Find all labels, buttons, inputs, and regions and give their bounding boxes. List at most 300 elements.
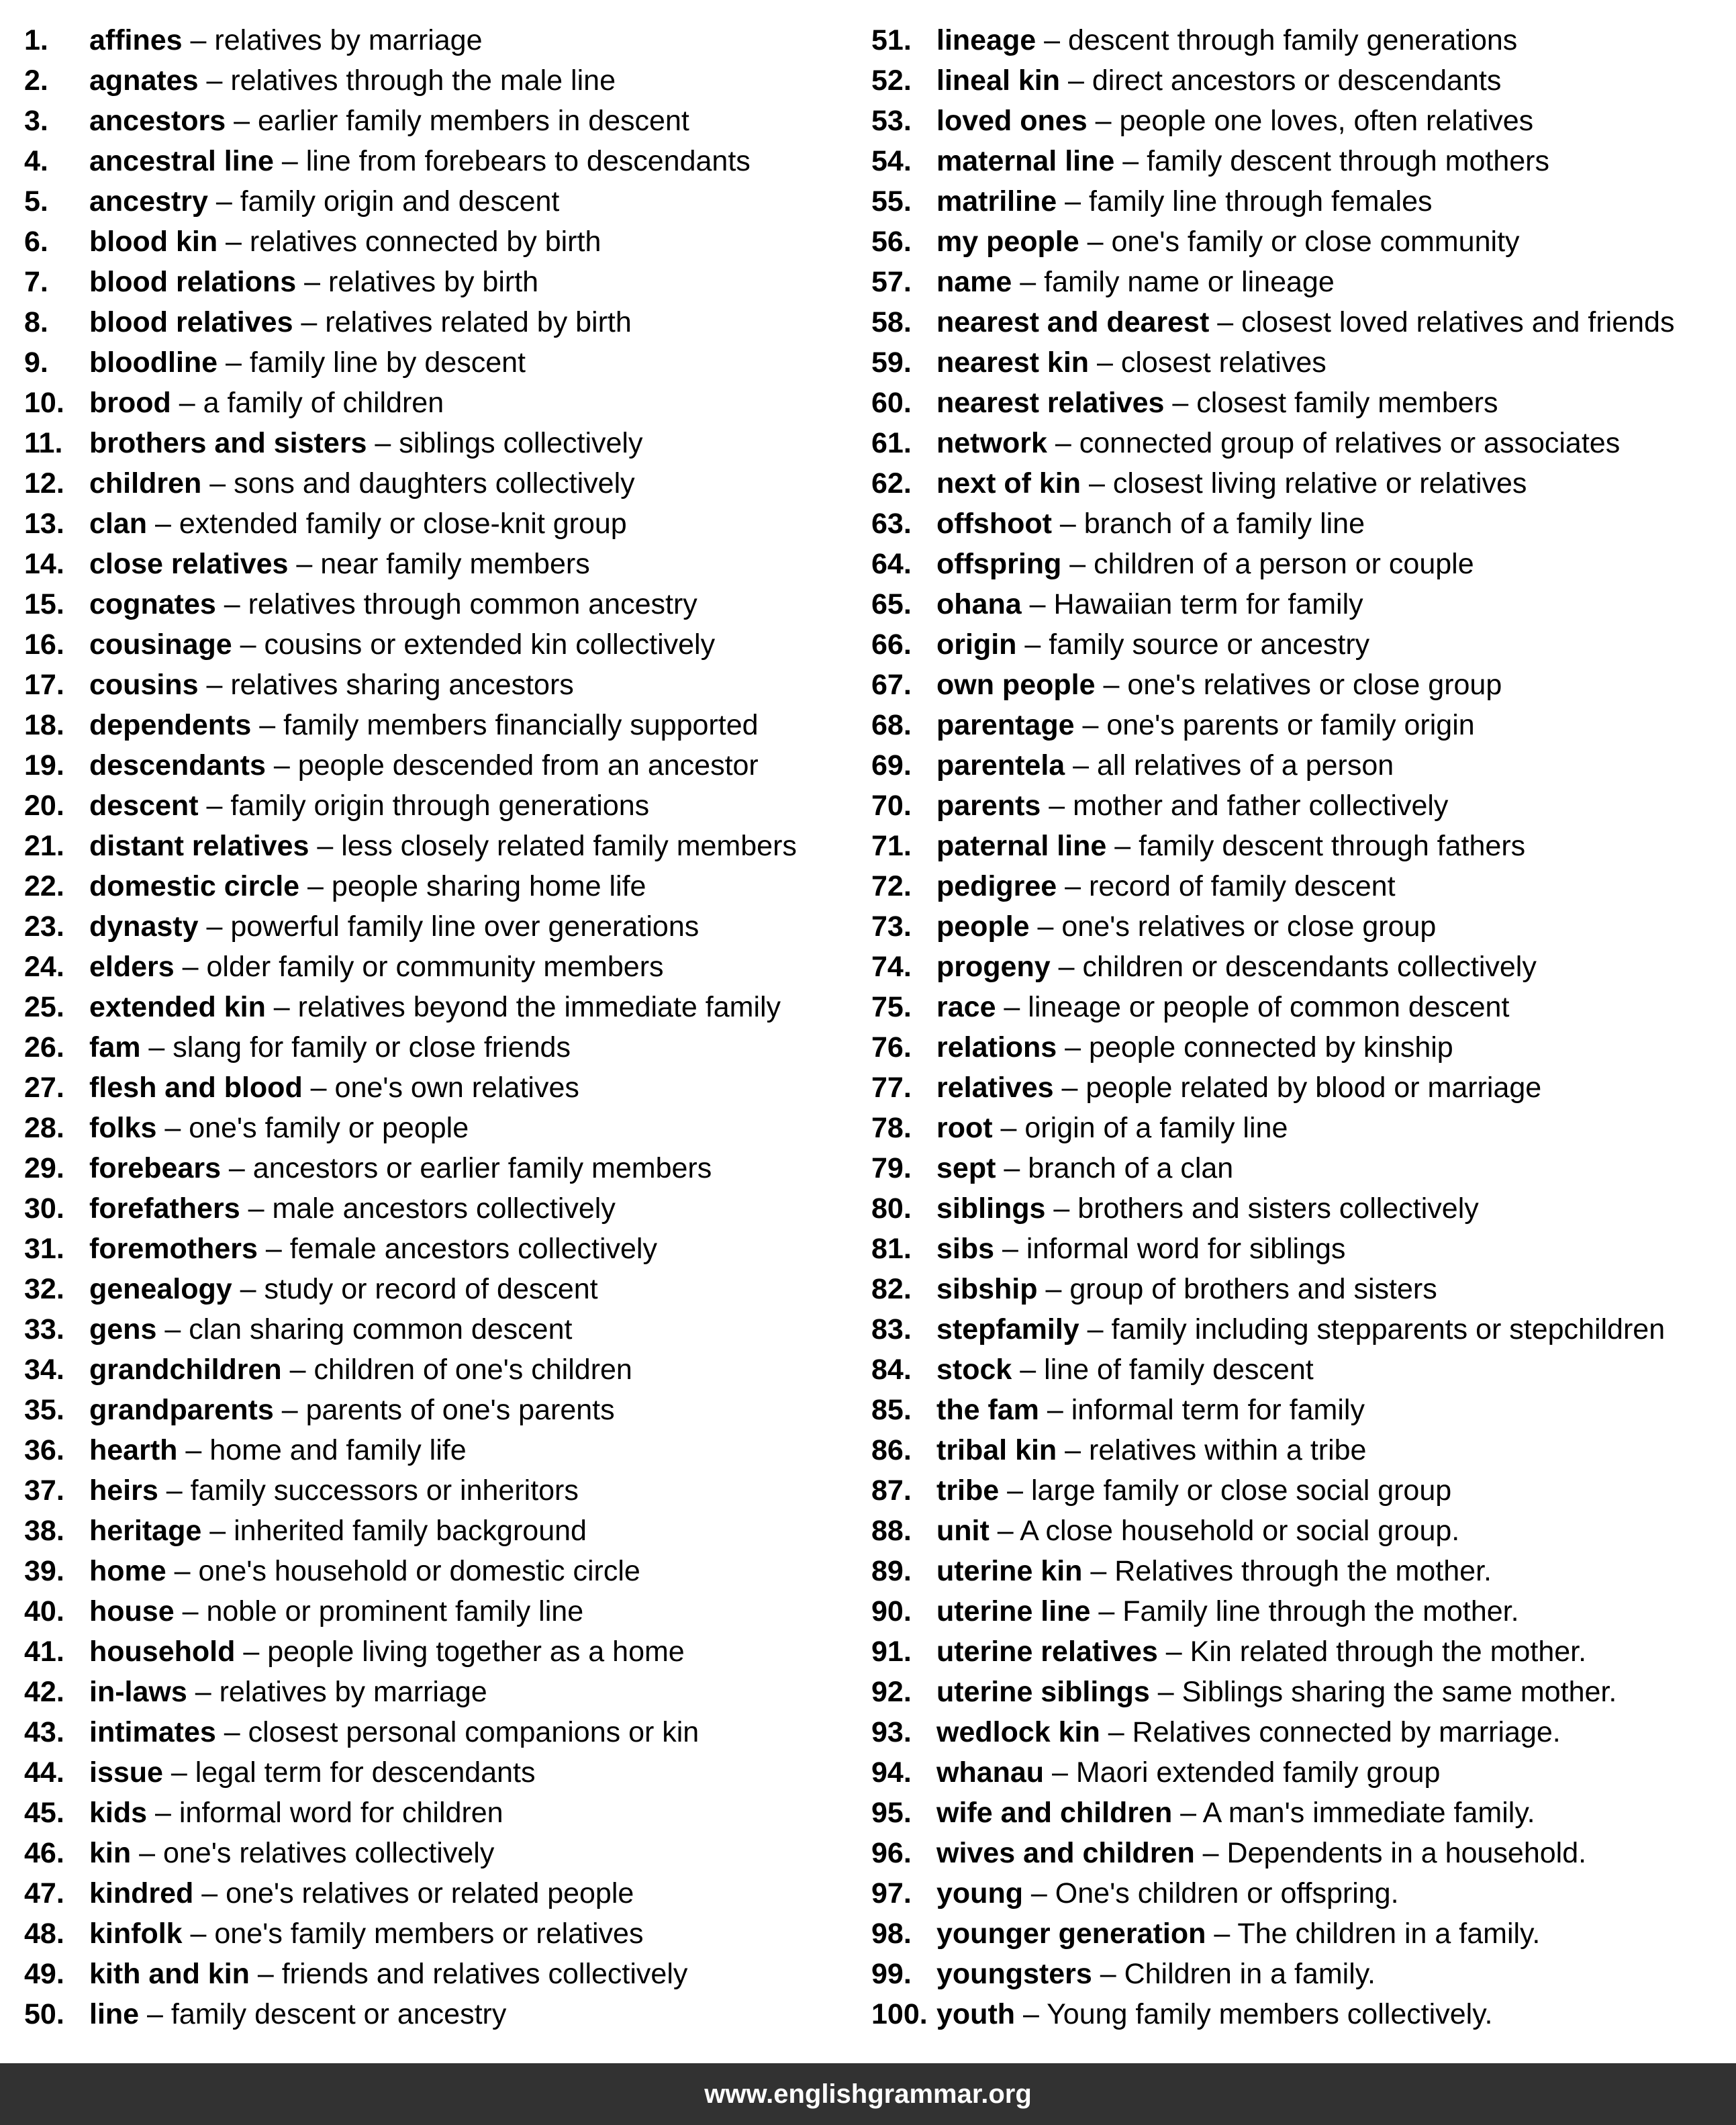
item-number: 69.	[871, 749, 912, 782]
item-separator: –	[296, 266, 328, 298]
item-definition: people connected by kinship	[1089, 1031, 1453, 1064]
item-number: 44.	[24, 1756, 64, 1789]
item-definition: children or descendants collectively	[1082, 951, 1537, 983]
item-term: hearth	[89, 1434, 178, 1466]
item-term: close relatives	[89, 548, 289, 580]
item-separator: –	[288, 548, 321, 580]
item-number: 73.	[871, 910, 912, 943]
item-number: 7.	[24, 266, 48, 298]
item-term: nearest and dearest	[936, 306, 1210, 338]
item-definition: closest relatives	[1120, 346, 1327, 379]
word-list-left-column	[24, 20, 857, 2034]
list-item	[24, 906, 857, 947]
item-definition: noble or prominent family line	[206, 1595, 584, 1627]
item-definition: Maori extended family group	[1075, 1756, 1441, 1789]
list-item	[871, 1229, 1724, 1269]
item-definition: one's own relatives	[334, 1072, 579, 1104]
item-number: 32.	[24, 1273, 64, 1305]
item-number: 62.	[871, 467, 912, 500]
item-separator: –	[182, 24, 215, 56]
item-separator: –	[1015, 1998, 1047, 2030]
item-separator: –	[171, 387, 203, 419]
item-definition: home and family life	[209, 1434, 467, 1466]
item-number: 41.	[24, 1636, 64, 1668]
list-item	[24, 947, 857, 987]
list-item	[24, 1229, 857, 1269]
list-item	[24, 20, 857, 60]
item-separator: –	[1051, 508, 1084, 540]
list-item	[871, 1954, 1724, 1994]
list-item	[871, 1833, 1724, 1873]
item-separator: –	[1172, 1797, 1203, 1829]
list-item	[871, 624, 1724, 665]
item-number: 64.	[871, 548, 912, 580]
item-term: stock	[936, 1354, 1012, 1386]
item-definition: inherited family background	[234, 1515, 587, 1547]
item-number: 99.	[871, 1958, 912, 1990]
item-number: 92.	[871, 1676, 912, 1708]
item-definition: relatives connected by birth	[249, 226, 601, 258]
item-term: dynasty	[89, 910, 199, 943]
list-item	[871, 262, 1724, 302]
item-separator: –	[1047, 427, 1079, 459]
item-number: 11.	[24, 427, 63, 459]
item-term: affines	[89, 24, 183, 56]
item-separator: –	[1012, 266, 1045, 298]
item-number: 38.	[24, 1515, 64, 1547]
list-item	[871, 1914, 1724, 1954]
item-number: 42.	[24, 1676, 64, 1708]
list-item	[871, 745, 1724, 786]
item-term: young	[936, 1877, 1023, 1909]
item-number: 97.	[871, 1877, 912, 1909]
list-item	[871, 947, 1724, 987]
item-definition: informal word for siblings	[1026, 1233, 1346, 1265]
item-separator: –	[198, 790, 231, 822]
item-number: 55.	[871, 185, 912, 218]
item-definition: one's relatives or related people	[226, 1877, 634, 1909]
item-term: name	[936, 266, 1012, 298]
list-item	[24, 1672, 857, 1712]
item-definition: Hawaiian term for family	[1053, 588, 1363, 620]
item-definition: One's children or offspring.	[1055, 1877, 1399, 1909]
item-definition: friends and relatives collectively	[281, 1958, 688, 1990]
list-item	[871, 423, 1724, 463]
item-definition: line of family descent	[1044, 1354, 1314, 1386]
list-item	[871, 1350, 1724, 1390]
list-item	[871, 906, 1724, 947]
item-term: home	[89, 1555, 166, 1587]
list-item	[24, 302, 857, 342]
list-item	[24, 705, 857, 745]
item-definition: group of brothers and sisters	[1069, 1273, 1437, 1305]
item-number: 39.	[24, 1555, 64, 1587]
item-definition: A close household or social group.	[1020, 1515, 1460, 1547]
list-item	[871, 1068, 1724, 1108]
item-number: 23.	[24, 910, 64, 943]
item-number: 68.	[871, 709, 912, 741]
item-term: root	[936, 1112, 993, 1144]
item-definition: ancestors or earlier family members	[252, 1152, 712, 1184]
item-separator: –	[251, 709, 284, 741]
item-definition: less closely related family members	[341, 830, 797, 862]
item-number: 27.	[24, 1072, 64, 1104]
list-item	[24, 1873, 857, 1914]
item-definition: Relatives connected by marriage.	[1132, 1716, 1561, 1748]
list-item	[24, 584, 857, 624]
item-term: relatives	[936, 1072, 1054, 1104]
item-term: relations	[936, 1031, 1057, 1064]
item-term: heirs	[89, 1474, 158, 1507]
list-item	[24, 1390, 857, 1430]
item-number: 87.	[871, 1474, 912, 1507]
item-term: network	[936, 427, 1047, 459]
item-number: 51.	[871, 24, 912, 56]
item-number: 90.	[871, 1595, 912, 1627]
list-item	[871, 1390, 1724, 1430]
item-term: flesh and blood	[89, 1072, 303, 1104]
list-item	[24, 342, 857, 383]
list-item	[24, 1793, 857, 1833]
item-term: household	[89, 1636, 236, 1668]
item-definition: male ancestors collectively	[272, 1192, 616, 1225]
item-number: 1.	[24, 24, 48, 56]
item-definition: all relatives of a person	[1097, 749, 1394, 782]
item-term: pedigree	[936, 870, 1057, 902]
item-term: gens	[89, 1313, 157, 1345]
item-separator: –	[367, 427, 399, 459]
item-separator: –	[265, 991, 298, 1023]
item-term: folks	[89, 1112, 157, 1144]
item-term: kinfolk	[89, 1918, 183, 1950]
item-definition: family line by descent	[249, 346, 526, 379]
item-term: loved ones	[936, 105, 1088, 137]
list-item	[24, 423, 857, 463]
item-number: 28.	[24, 1112, 64, 1144]
item-term: lineal kin	[936, 64, 1061, 97]
item-term: clan	[89, 508, 148, 540]
list-item	[24, 1309, 857, 1350]
item-separator: –	[302, 1072, 335, 1104]
item-term: agnates	[89, 64, 199, 97]
list-item	[871, 786, 1724, 826]
item-definition: relatives related by birth	[325, 306, 632, 338]
item-term: distant relatives	[89, 830, 309, 862]
item-term: brothers and sisters	[89, 427, 367, 459]
item-definition: one's relatives or close group	[1061, 910, 1437, 943]
item-definition: a family of children	[203, 387, 444, 419]
item-definition: relatives sharing ancestors	[230, 669, 574, 701]
item-number: 100.	[871, 1998, 928, 2030]
item-number: 70.	[871, 790, 912, 822]
item-definition: The children in a family.	[1237, 1918, 1541, 1950]
item-separator: –	[131, 1837, 163, 1869]
item-definition: Dependents in a household.	[1226, 1837, 1587, 1869]
word-list-right-column	[871, 20, 1724, 2034]
item-separator: –	[1021, 588, 1054, 620]
list-item	[24, 624, 857, 665]
item-number: 91.	[871, 1636, 912, 1668]
item-number: 47.	[24, 1877, 64, 1909]
item-number: 15.	[24, 588, 64, 620]
item-term: uterine line	[936, 1595, 1091, 1627]
item-separator: –	[265, 749, 298, 782]
item-separator: –	[994, 1233, 1026, 1265]
item-definition: brothers and sisters collectively	[1077, 1192, 1479, 1225]
item-term: tribe	[936, 1474, 1000, 1507]
item-separator: –	[257, 1233, 290, 1265]
item-number: 30.	[24, 1192, 64, 1225]
item-number: 83.	[871, 1313, 912, 1345]
list-item	[24, 1591, 857, 1632]
list-item	[871, 866, 1724, 906]
item-definition: people related by blood or marriage	[1086, 1072, 1542, 1104]
item-number: 24.	[24, 951, 64, 983]
list-item	[871, 1309, 1724, 1350]
item-separator: –	[1164, 387, 1197, 419]
item-definition: relatives through common ancestry	[248, 588, 697, 620]
list-item	[871, 1591, 1724, 1632]
item-term: uterine siblings	[936, 1676, 1150, 1708]
item-term: younger generation	[936, 1918, 1206, 1950]
item-definition: family line through females	[1089, 185, 1433, 218]
list-item	[24, 1350, 857, 1390]
item-term: youth	[936, 1998, 1016, 2030]
item-separator: –	[198, 64, 231, 97]
list-item	[24, 1833, 857, 1873]
item-number: 74.	[871, 951, 912, 983]
item-definition: family origin through generations	[230, 790, 650, 822]
item-term: tribal kin	[936, 1434, 1057, 1466]
item-number: 78.	[871, 1112, 912, 1144]
item-separator: –	[193, 1877, 226, 1909]
list-item	[871, 141, 1724, 181]
item-number: 16.	[24, 628, 64, 661]
item-separator: –	[174, 951, 207, 983]
list-item	[24, 504, 857, 544]
item-separator: –	[232, 628, 264, 661]
item-definition: one's household or domestic circle	[198, 1555, 640, 1587]
item-definition: one's family or people	[189, 1112, 469, 1144]
item-separator: –	[1114, 145, 1147, 177]
item-definition: parents of one's parents	[305, 1394, 615, 1426]
list-item	[24, 1269, 857, 1309]
item-number: 3.	[24, 105, 48, 137]
item-number: 20.	[24, 790, 64, 822]
item-definition: cousins or extended kin collectively	[264, 628, 716, 661]
item-definition: family name or lineage	[1044, 266, 1335, 298]
item-number: 33.	[24, 1313, 64, 1345]
item-definition: slang for family or close friends	[173, 1031, 571, 1064]
item-definition: record of family descent	[1089, 870, 1396, 902]
list-item	[871, 544, 1724, 584]
list-item	[24, 745, 857, 786]
list-item	[871, 1188, 1724, 1229]
item-separator: –	[996, 991, 1028, 1023]
item-separator: –	[139, 1998, 171, 2030]
list-item	[871, 1269, 1724, 1309]
item-number: 29.	[24, 1152, 64, 1184]
item-term: forefathers	[89, 1192, 240, 1225]
item-definition: sons and daughters collectively	[234, 467, 635, 500]
item-number: 9.	[24, 346, 48, 379]
item-number: 19.	[24, 749, 64, 782]
list-item	[24, 1188, 857, 1229]
list-item	[871, 1873, 1724, 1914]
item-definition: family descent or ancestry	[171, 1998, 507, 2030]
item-number: 79.	[871, 1152, 912, 1184]
list-item	[871, 1632, 1724, 1672]
item-separator: –	[201, 1515, 234, 1547]
item-definition: relatives through the male line	[230, 64, 616, 97]
item-separator: –	[1194, 1837, 1227, 1869]
item-separator: –	[1079, 1313, 1112, 1345]
item-separator: –	[201, 467, 234, 500]
item-definition: siblings collectively	[399, 427, 643, 459]
item-number: 65.	[871, 588, 912, 620]
list-item	[24, 1148, 857, 1188]
item-number: 81.	[871, 1233, 912, 1265]
item-term: in-laws	[89, 1676, 187, 1708]
item-definition: line from forebears to descendants	[305, 145, 751, 177]
item-term: whanau	[936, 1756, 1045, 1789]
item-separator: –	[1057, 1434, 1090, 1466]
item-number: 98.	[871, 1918, 912, 1950]
item-separator: –	[1036, 24, 1068, 56]
list-item	[24, 1994, 857, 2034]
item-definition: one's parents or family origin	[1106, 709, 1475, 741]
list-item	[871, 1148, 1724, 1188]
item-separator: –	[235, 1636, 268, 1668]
item-definition: family descent through mothers	[1147, 145, 1549, 177]
item-separator: –	[198, 669, 231, 701]
item-separator: –	[158, 1474, 191, 1507]
list-item	[871, 1470, 1724, 1511]
item-separator: –	[1053, 1072, 1086, 1104]
item-separator: –	[1060, 64, 1092, 97]
item-term: nearest kin	[936, 346, 1090, 379]
item-number: 80.	[871, 1192, 912, 1225]
item-term: youngsters	[936, 1958, 1092, 1990]
item-number: 94.	[871, 1756, 912, 1789]
item-definition: closest personal companions or kin	[248, 1716, 700, 1748]
item-definition: mother and father collectively	[1073, 790, 1449, 822]
item-separator: –	[177, 1434, 210, 1466]
item-definition: people one loves, often relatives	[1119, 105, 1534, 137]
item-separator: –	[992, 1112, 1025, 1144]
item-term: people	[936, 910, 1030, 943]
item-term: maternal line	[936, 145, 1115, 177]
item-definition: descent through family generations	[1067, 24, 1518, 56]
list-item	[871, 383, 1724, 423]
footer-website-url: www.englishgrammar.org	[704, 2079, 1032, 2109]
item-separator: –	[1079, 226, 1112, 258]
item-separator: –	[996, 1152, 1028, 1184]
item-definition: clan sharing common descent	[189, 1313, 573, 1345]
list-item	[871, 1672, 1724, 1712]
item-number: 89.	[871, 1555, 912, 1587]
item-separator: –	[220, 1152, 253, 1184]
list-item	[24, 1470, 857, 1511]
item-number: 48.	[24, 1918, 64, 1950]
item-number: 71.	[871, 830, 912, 862]
list-item	[24, 1712, 857, 1752]
list-item	[24, 222, 857, 262]
list-item	[24, 1954, 857, 1994]
item-number: 36.	[24, 1434, 64, 1466]
item-separator: –	[1095, 669, 1128, 701]
item-term: parents	[936, 790, 1041, 822]
item-number: 72.	[871, 870, 912, 902]
item-definition: legal term for descendants	[195, 1756, 536, 1789]
item-definition: study or record of descent	[264, 1273, 598, 1305]
list-item	[871, 826, 1724, 866]
item-separator: –	[1050, 951, 1083, 983]
item-separator: –	[218, 226, 250, 258]
list-item	[24, 1430, 857, 1470]
item-separator: –	[240, 1192, 273, 1225]
item-term: race	[936, 991, 996, 1023]
item-number: 52.	[871, 64, 912, 97]
list-item	[871, 1027, 1724, 1068]
list-item	[871, 504, 1724, 544]
item-definition: family members financially supported	[283, 709, 759, 741]
item-number: 59.	[871, 346, 912, 379]
item-definition: powerful family line over generations	[230, 910, 700, 943]
item-term: blood relations	[89, 266, 297, 298]
item-definition: one's relatives or close group	[1127, 669, 1502, 701]
item-term: offshoot	[936, 508, 1052, 540]
item-term: cousinage	[89, 628, 232, 661]
item-definition: Kin related through the mother.	[1190, 1636, 1587, 1668]
item-separator: –	[1092, 1958, 1124, 1990]
list-item	[24, 1511, 857, 1551]
item-number: 2.	[24, 64, 48, 97]
item-term: offspring	[936, 548, 1062, 580]
item-separator: –	[1039, 1394, 1071, 1426]
list-item	[24, 60, 857, 101]
item-term: kids	[89, 1797, 148, 1829]
item-separator: –	[1081, 467, 1113, 500]
item-term: descendants	[89, 749, 266, 782]
item-term: ancestry	[89, 185, 208, 218]
item-separator: –	[218, 346, 250, 379]
list-item	[24, 1752, 857, 1793]
list-item	[871, 584, 1724, 624]
item-term: wife and children	[936, 1797, 1173, 1829]
item-term: line	[89, 1998, 140, 2030]
item-term: kindred	[89, 1877, 194, 1909]
list-item	[871, 1793, 1724, 1833]
item-term: next of kin	[936, 467, 1081, 500]
item-definition: relatives by marriage	[214, 24, 483, 56]
item-number: 4.	[24, 145, 48, 177]
item-number: 37.	[24, 1474, 64, 1507]
item-definition: female ancestors collectively	[289, 1233, 657, 1265]
item-number: 75.	[871, 991, 912, 1023]
item-separator: –	[299, 870, 332, 902]
item-term: wedlock kin	[936, 1716, 1100, 1748]
item-definition: earlier family members in descent	[257, 105, 689, 137]
list-item	[24, 181, 857, 222]
item-term: cousins	[89, 669, 199, 701]
item-term: matriline	[936, 185, 1057, 218]
item-definition: Siblings sharing the same mother.	[1182, 1676, 1617, 1708]
item-definition: relatives within a tribe	[1089, 1434, 1367, 1466]
item-definition: informal term for family	[1071, 1394, 1365, 1426]
item-term: grandchildren	[89, 1354, 282, 1386]
list-item	[24, 866, 857, 906]
